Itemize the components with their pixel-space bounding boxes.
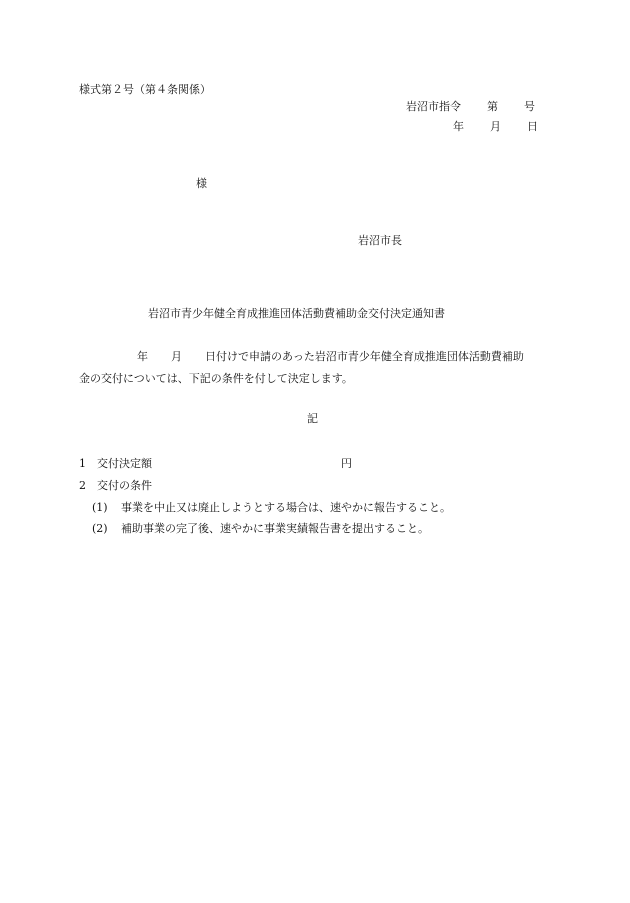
item-2-number: 2: [79, 479, 86, 492]
item-2-label: 交付の条件: [97, 479, 152, 492]
go-label: 号: [524, 100, 535, 113]
body-line-1: [137, 350, 524, 364]
sender-mayor: 岩沼市長: [358, 234, 402, 247]
form-label: 様式第２号（第４条関係）: [79, 83, 211, 96]
city-directive-label: 岩沼市指令: [406, 100, 461, 113]
issue-month-label: 月: [490, 120, 501, 133]
body-line-2: 金の交付については、下記の条件を付して決定します。: [79, 372, 353, 385]
item-1-label: 交付決定額: [97, 457, 152, 470]
condition-1-text: 事業を中止又は廃止しようとする場合は、速やかに報告すること。: [121, 501, 451, 514]
body-line-1-text: 日付けで申請のあった岩沼市青少年健全育成推進団体活動費補助: [205, 350, 524, 363]
issue-date-line: [453, 120, 538, 134]
body-year-label: 年: [137, 350, 148, 363]
condition-2-text: 補助事業の完了後、速やかに事業実績報告書を提出すること。: [121, 522, 429, 535]
document-title: 岩沼市青少年健全育成推進団体活動費補助金交付決定通知書: [148, 307, 445, 320]
item-1-yen-suffix: 円: [341, 457, 352, 470]
issue-year-label: 年: [453, 120, 464, 133]
body-month-label: 月: [171, 350, 182, 363]
addressee-sama: 様: [196, 177, 207, 190]
item-1-number: 1: [79, 457, 86, 470]
condition-1-number: (1): [92, 501, 108, 514]
ki-heading: 記: [307, 412, 318, 425]
issue-number-line: [406, 100, 535, 114]
condition-2-number: (2): [92, 522, 108, 535]
dai-label: 第: [487, 100, 498, 113]
issue-day-label: 日: [527, 120, 538, 133]
